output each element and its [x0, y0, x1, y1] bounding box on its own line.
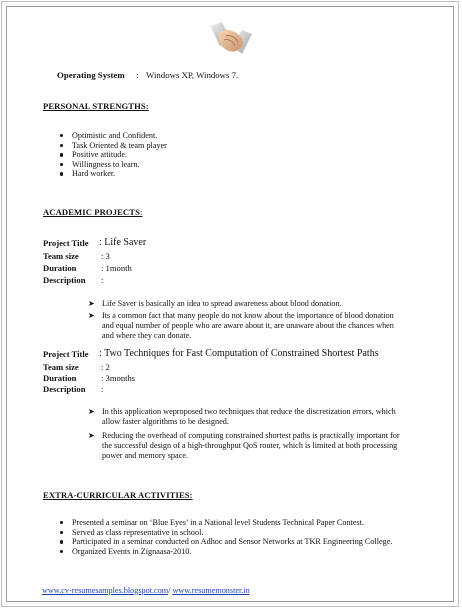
- handshake-icon: [208, 16, 254, 62]
- list-item: Optimistic and Confident.: [60, 131, 167, 141]
- project1-team: : 3: [101, 251, 110, 261]
- duration-label: Duration: [43, 373, 77, 383]
- project2-duration: : 3months: [101, 373, 136, 383]
- os-label: Operating System: [57, 70, 125, 80]
- extra-list: [60, 518, 392, 556]
- academic-projects-heading: [43, 207, 142, 217]
- team-size-label: Team size: [43, 251, 79, 261]
- point-line: and equal number of people who are aware about it, are unaware about the chances when: [102, 320, 394, 330]
- list-item: Hard worker.: [60, 169, 167, 179]
- point-line: Reducing the overhead of computing constrained shortest paths is practically important for: [102, 431, 400, 440]
- project2-description: :: [101, 384, 104, 394]
- academic-heading-text: ACADEMIC PROJECTS: [43, 207, 140, 217]
- arrow-right-icon: ➤: [88, 299, 95, 308]
- list-item: Participated in a seminar conducted on Adhoc and Sensor Networks at TKR Engineering College.: [60, 537, 392, 547]
- arrow-right-icon: ➤: [88, 311, 95, 320]
- footer-link-resumemonster[interactable]: www.resumemonster.in: [172, 586, 250, 595]
- list-item: Willingness to learn.: [60, 160, 167, 170]
- team-size-label: Team size: [43, 362, 79, 372]
- list-item: Positive attitude.: [60, 150, 167, 160]
- academic-heading-colon: :: [139, 207, 143, 217]
- os-value: Windows XP, Windows 7.: [146, 70, 239, 80]
- point-line: the successful design of a high-throughput QoS router, which is limited at both processing: [102, 440, 398, 450]
- list-item: Presented a seminar on ‘Blue Eyes’ in a National level Students Technical Paper Contest.: [60, 518, 392, 528]
- extra-curricular-heading: EXTRA-CURRICULAR ACTIVITIES:: [43, 490, 193, 500]
- project-title-label: Project Title: [43, 238, 89, 248]
- os-colon: :: [136, 70, 139, 80]
- footer-links: [42, 586, 250, 595]
- project2-team: : 2: [101, 362, 110, 372]
- personal-strengths-heading: PERSONAL STRENGTHS:: [43, 101, 149, 111]
- point-line: Its a common fact that many people do not know about the importance of blood donation: [102, 311, 394, 320]
- description-label: Description: [43, 275, 86, 285]
- project1-duration: : 1month: [101, 263, 132, 273]
- point-line: and where they can donate.: [102, 330, 192, 340]
- duration-label: Duration: [43, 263, 77, 273]
- list-item: Task Oriented & team player: [60, 141, 167, 151]
- arrow-right-icon: ➤: [88, 407, 95, 416]
- footer-link-cv-resumesamples[interactable]: www.cv-resumesamples.blogspot.com: [42, 586, 169, 595]
- list-item: Served as class representative in school.: [60, 528, 392, 538]
- strengths-list: [60, 131, 167, 179]
- project2-title: : Two Techniques for Fast Computation of Constrained Shortest Paths: [99, 348, 379, 359]
- list-item: Organized Events in Zignaasa-2010.: [60, 547, 392, 557]
- point-line: allow faster algorithms to be designed.: [102, 416, 229, 426]
- footer-separator: /: [168, 586, 173, 595]
- point-line: power and memory space.: [102, 450, 188, 460]
- project1-title: : Life Saver: [99, 237, 147, 248]
- project1-description: :: [101, 275, 104, 285]
- arrow-right-icon: ➤: [88, 431, 95, 440]
- point-line: In this application weproposed two techniques that reduce the discretization errors, which: [102, 407, 396, 416]
- project-title-label: Project Title: [43, 349, 89, 359]
- point-line: Life Saver is basically an idea to spread awareness about blood donation.: [102, 299, 342, 308]
- description-label: Description: [43, 384, 86, 394]
